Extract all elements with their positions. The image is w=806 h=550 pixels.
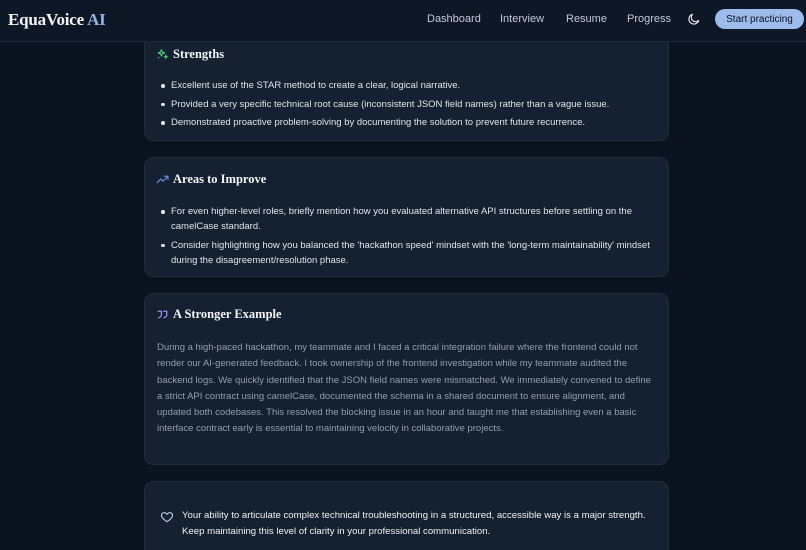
list-item: For even higher-level roles, briefly mention how you evaluated alternative API structures before settling on the camelCase standard. <box>159 204 659 234</box>
areas-to-improve-card <box>144 157 669 277</box>
list-item: Provided a very specific technical root cause (inconsistent JSON field names) rather than a vague issue. <box>159 97 659 112</box>
nav-link-interview[interactable]: Interview <box>500 13 545 25</box>
sparkles-icon <box>156 48 169 61</box>
improve-title: Areas to Improve <box>173 172 267 186</box>
start-practicing-button[interactable]: Start practicing <box>715 9 804 29</box>
quote-icon <box>156 308 169 321</box>
strengths-title: Strengths <box>173 47 225 61</box>
example-paragraph: During a high-paced hackathon, my teammate and I faced a critical integration failure where the frontend could not render our AI-generated feedback. I took ownership of the frontend investigation while my teammate audited the backend logs. We quickly identified that the JSON field names were mismatched. We immediately convened to define a strict API contract using camelCase, documented the schema in a shared document to ensure alignment, and updated both codebases. This resolved the blocking issue in an hour and taught me that establishing even a basic interface contract early is essential to maintaining velocity in collaborative projects. <box>157 342 651 435</box>
brand-name: EquaVoice <box>8 10 84 29</box>
strengths-card <box>144 30 669 141</box>
nav-link-resume[interactable]: Resume <box>566 13 607 25</box>
trending-up-icon <box>156 173 169 186</box>
brand-logo[interactable] <box>8 10 106 30</box>
list-item: Consider highlighting how you balanced the 'hackathon speed' mindset with the 'long-term maintainability' mindset during the disagreement/resolution phase. <box>159 238 659 268</box>
top-navbar <box>0 0 806 42</box>
example-title: A Stronger Example <box>173 307 282 321</box>
list-item: Demonstrated proactive problem-solving by documenting the solution to prevent future recurrence. <box>159 115 659 130</box>
improve-list <box>159 204 659 271</box>
strengths-list <box>159 78 659 134</box>
stronger-example-card <box>144 293 669 465</box>
heart-icon <box>160 510 174 524</box>
nav-link-progress[interactable]: Progress <box>627 13 672 25</box>
encouragement-card <box>144 481 669 550</box>
nav-link-dashboard[interactable]: Dashboard <box>427 13 481 25</box>
encouragement-text: Your ability to articulate complex technical troubleshooting in a structured, accessible way is a major strength. Keep maintaining this level of clarity in your professional communication. <box>182 510 646 537</box>
list-item: Excellent use of the STAR method to create a clear, logical narrative. <box>159 78 659 93</box>
brand-accent: AI <box>87 10 106 29</box>
moon-icon[interactable] <box>687 12 701 26</box>
